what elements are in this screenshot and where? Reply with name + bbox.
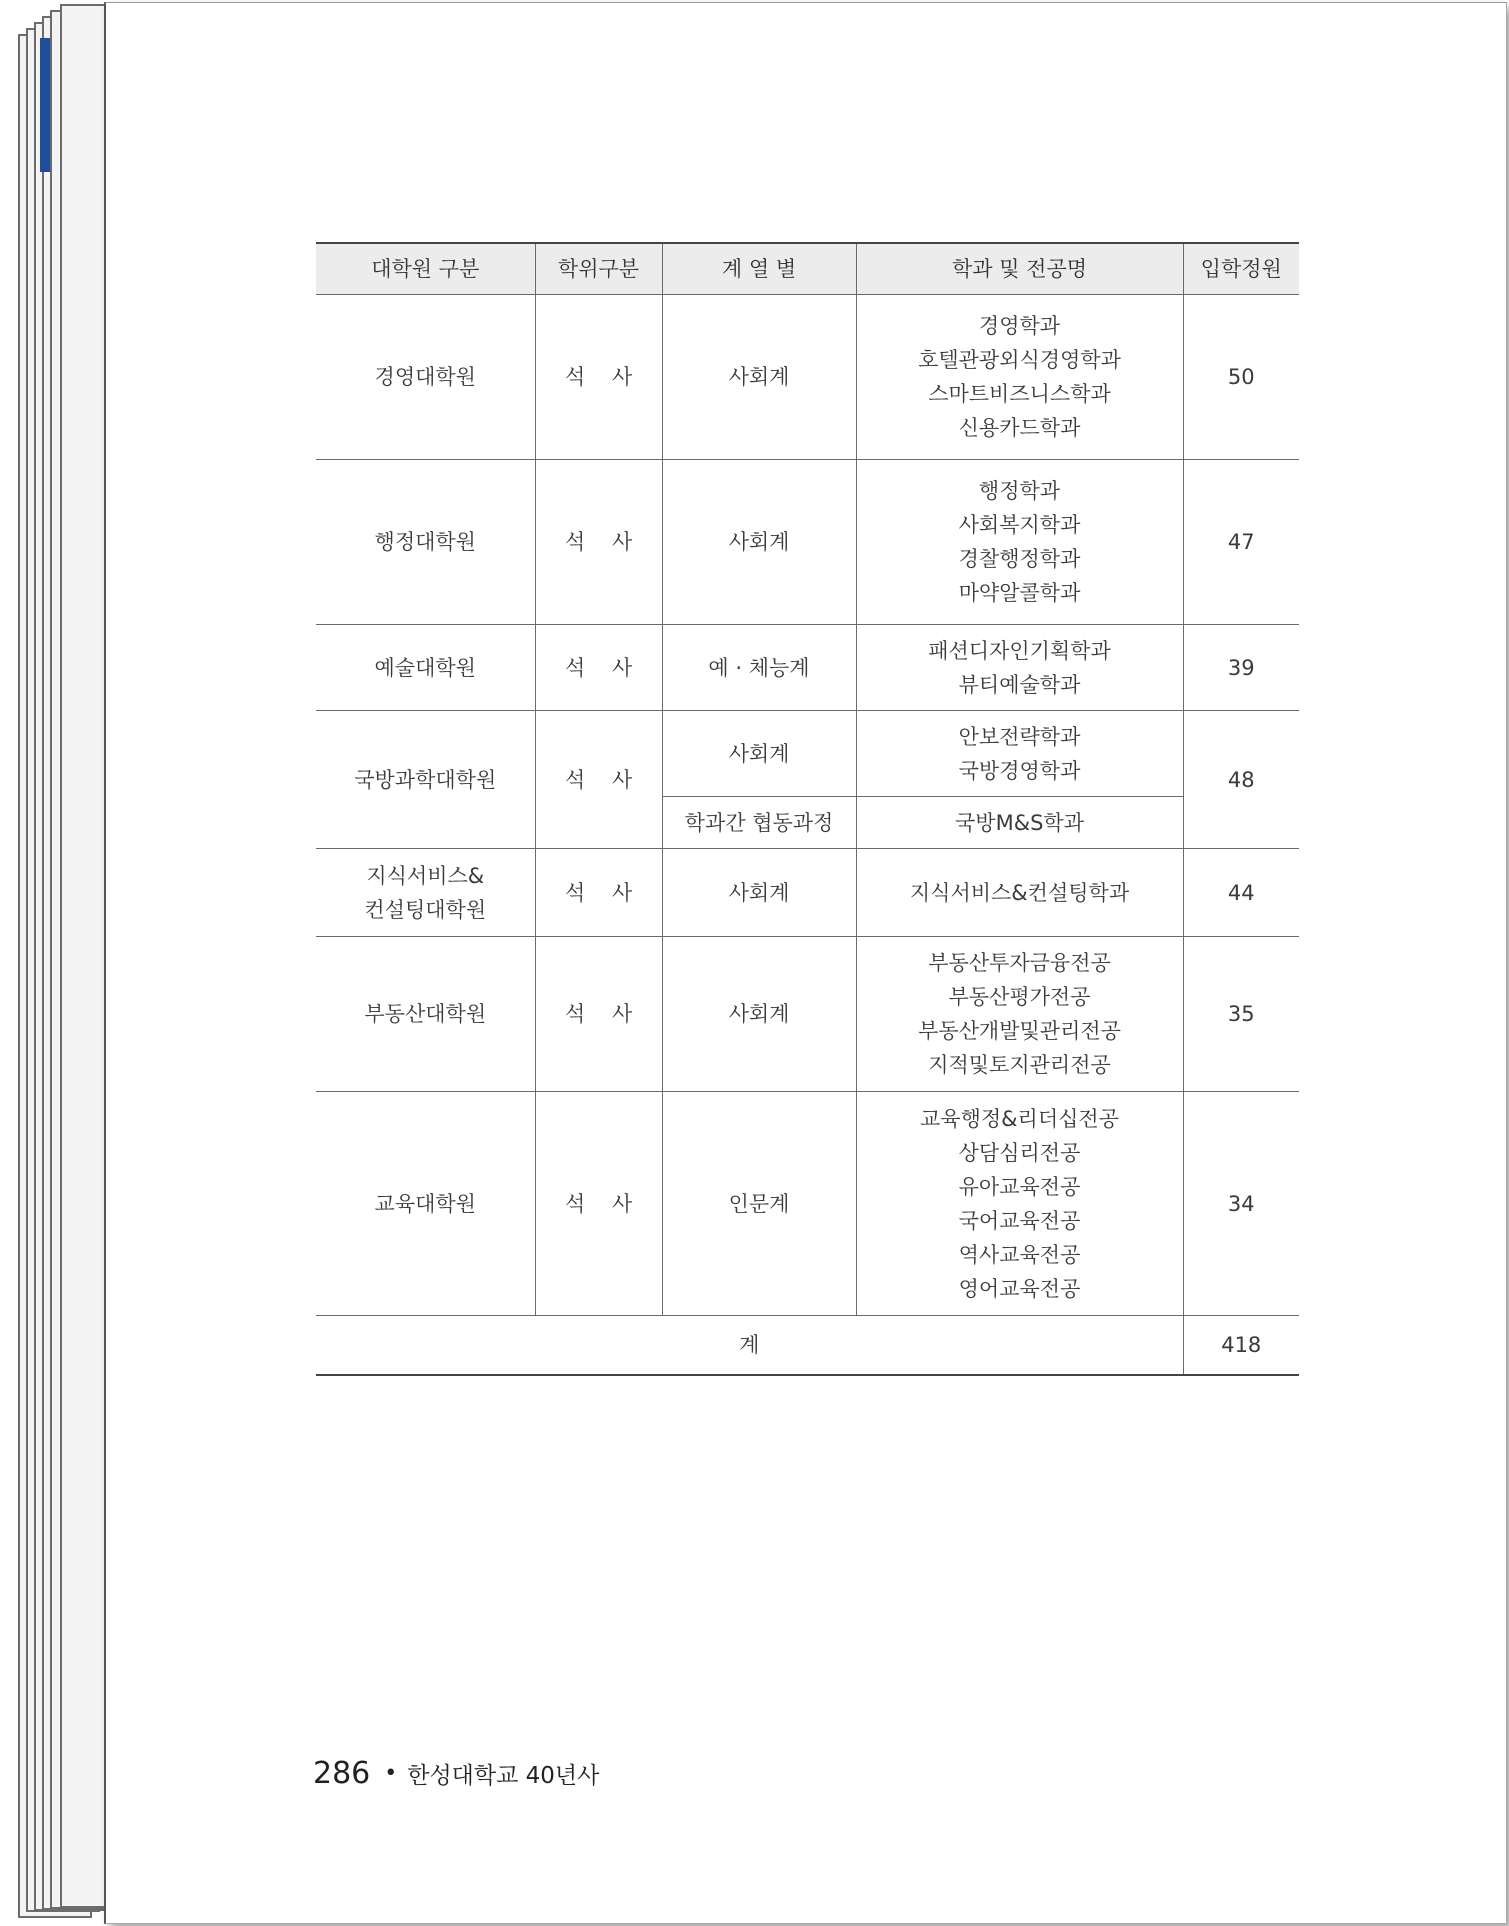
footer-bullet: •: [384, 1761, 398, 1786]
book-title: 한성대학교 40년사: [407, 1763, 600, 1789]
school-line: 컨설팅대학원: [364, 897, 487, 922]
major-item: 행정학과: [978, 479, 1061, 503]
field-cell: 예 · 체능계: [662, 625, 856, 711]
major-item: 부동산투자금융전공: [928, 951, 1111, 975]
field-cell: 사회계: [662, 937, 856, 1092]
field-cell: 사회계: [662, 460, 856, 625]
major-item: 경영학과: [978, 314, 1061, 338]
school-cell: 부동산대학원: [316, 937, 535, 1092]
majors-cell: 국방M&S학과: [856, 797, 1183, 849]
quota-cell: 47: [1183, 460, 1299, 625]
header-majors: 학과 및 전공명: [856, 243, 1183, 295]
major-item: 뷰티예술학과: [958, 672, 1081, 697]
major-item: 경찰행정학과: [958, 547, 1081, 571]
major-item: 상담심리전공: [958, 1140, 1081, 1165]
major-item: 국어교육전공: [958, 1208, 1081, 1233]
total-value: 418: [1183, 1316, 1299, 1376]
field-cell: 인문계: [662, 1092, 856, 1316]
major-item: 역사교육전공: [958, 1242, 1081, 1267]
table-row: [316, 711, 1299, 797]
quota-cell: 34: [1183, 1092, 1299, 1316]
majors-cell: 지식서비스&컨설팅학과: [856, 849, 1183, 937]
degree-cell: 석 사: [535, 460, 662, 625]
field-cell: 사회계: [662, 711, 856, 797]
majors-cell: [856, 625, 1183, 711]
quota-cell: 35: [1183, 937, 1299, 1092]
majors-cell: [856, 1092, 1183, 1316]
quota-cell: 50: [1183, 295, 1299, 460]
school-cell: [316, 849, 535, 937]
total-label: 계: [316, 1316, 1183, 1376]
school-cell: 예술대학원: [316, 625, 535, 711]
major-item: 패션디자인기획학과: [928, 638, 1111, 663]
major-item: 국방경영학과: [958, 758, 1081, 783]
major-item: 부동산개발및관리전공: [918, 1019, 1121, 1043]
school-cell: 경영대학원: [316, 295, 535, 460]
major-item: 안보전략학과: [958, 724, 1081, 749]
page-number: 286: [313, 1756, 371, 1791]
school-cell: 국방과학대학원: [316, 711, 535, 849]
degree-cell: 석 사: [535, 1092, 662, 1316]
field-cell: 사회계: [662, 295, 856, 460]
majors-cell: [856, 460, 1183, 625]
blue-edge-marker: [40, 38, 50, 172]
table-header-row: [316, 243, 1299, 295]
degree-cell: 석 사: [535, 625, 662, 711]
book-page-edges: [18, 0, 108, 1926]
quota-cell: 39: [1183, 625, 1299, 711]
header-degree: 학위구분: [535, 243, 662, 295]
major-item: 부동산평가전공: [948, 985, 1091, 1009]
header-field: 계 열 별: [662, 243, 856, 295]
school-line: 지식서비스&: [366, 863, 485, 888]
degree-cell: 석 사: [535, 295, 662, 460]
major-item: 영어교육전공: [958, 1276, 1081, 1301]
majors-cell: [856, 295, 1183, 460]
major-item: 지적및토지관리전공: [928, 1053, 1111, 1077]
field-cell: 학과간 협동과정: [662, 797, 856, 849]
school-cell: 행정대학원: [316, 460, 535, 625]
table-row: [316, 460, 1299, 625]
table-row: [316, 625, 1299, 711]
majors-cell: [856, 937, 1183, 1092]
table-row: [316, 849, 1299, 937]
header-quota: 입학정원: [1183, 243, 1299, 295]
school-cell: 교육대학원: [316, 1092, 535, 1316]
degree-cell: 석 사: [535, 849, 662, 937]
major-item: 유아교육전공: [958, 1174, 1081, 1199]
field-cell: 사회계: [662, 849, 856, 937]
total-row: [316, 1316, 1299, 1376]
admission-quota-table: [316, 242, 1299, 1376]
header-graduate-school: 대학원 구분: [316, 243, 535, 295]
table-row: [316, 1092, 1299, 1316]
table-row: [316, 295, 1299, 460]
quota-cell: 44: [1183, 849, 1299, 937]
table-row: [316, 937, 1299, 1092]
major-item: 교육행정&리더십전공: [920, 1106, 1119, 1131]
quota-cell: 48: [1183, 711, 1299, 849]
degree-cell: 석 사: [535, 711, 662, 849]
degree-cell: 석 사: [535, 937, 662, 1092]
major-item: 신용카드학과: [958, 416, 1081, 440]
major-item: 마약알콜학과: [958, 581, 1081, 605]
major-item: 스마트비즈니스학과: [928, 382, 1111, 406]
page-footer: [313, 1756, 599, 1791]
major-item: 사회복지학과: [958, 513, 1081, 537]
major-item: 호텔관광외식경영학과: [918, 348, 1121, 372]
majors-cell: [856, 711, 1183, 797]
